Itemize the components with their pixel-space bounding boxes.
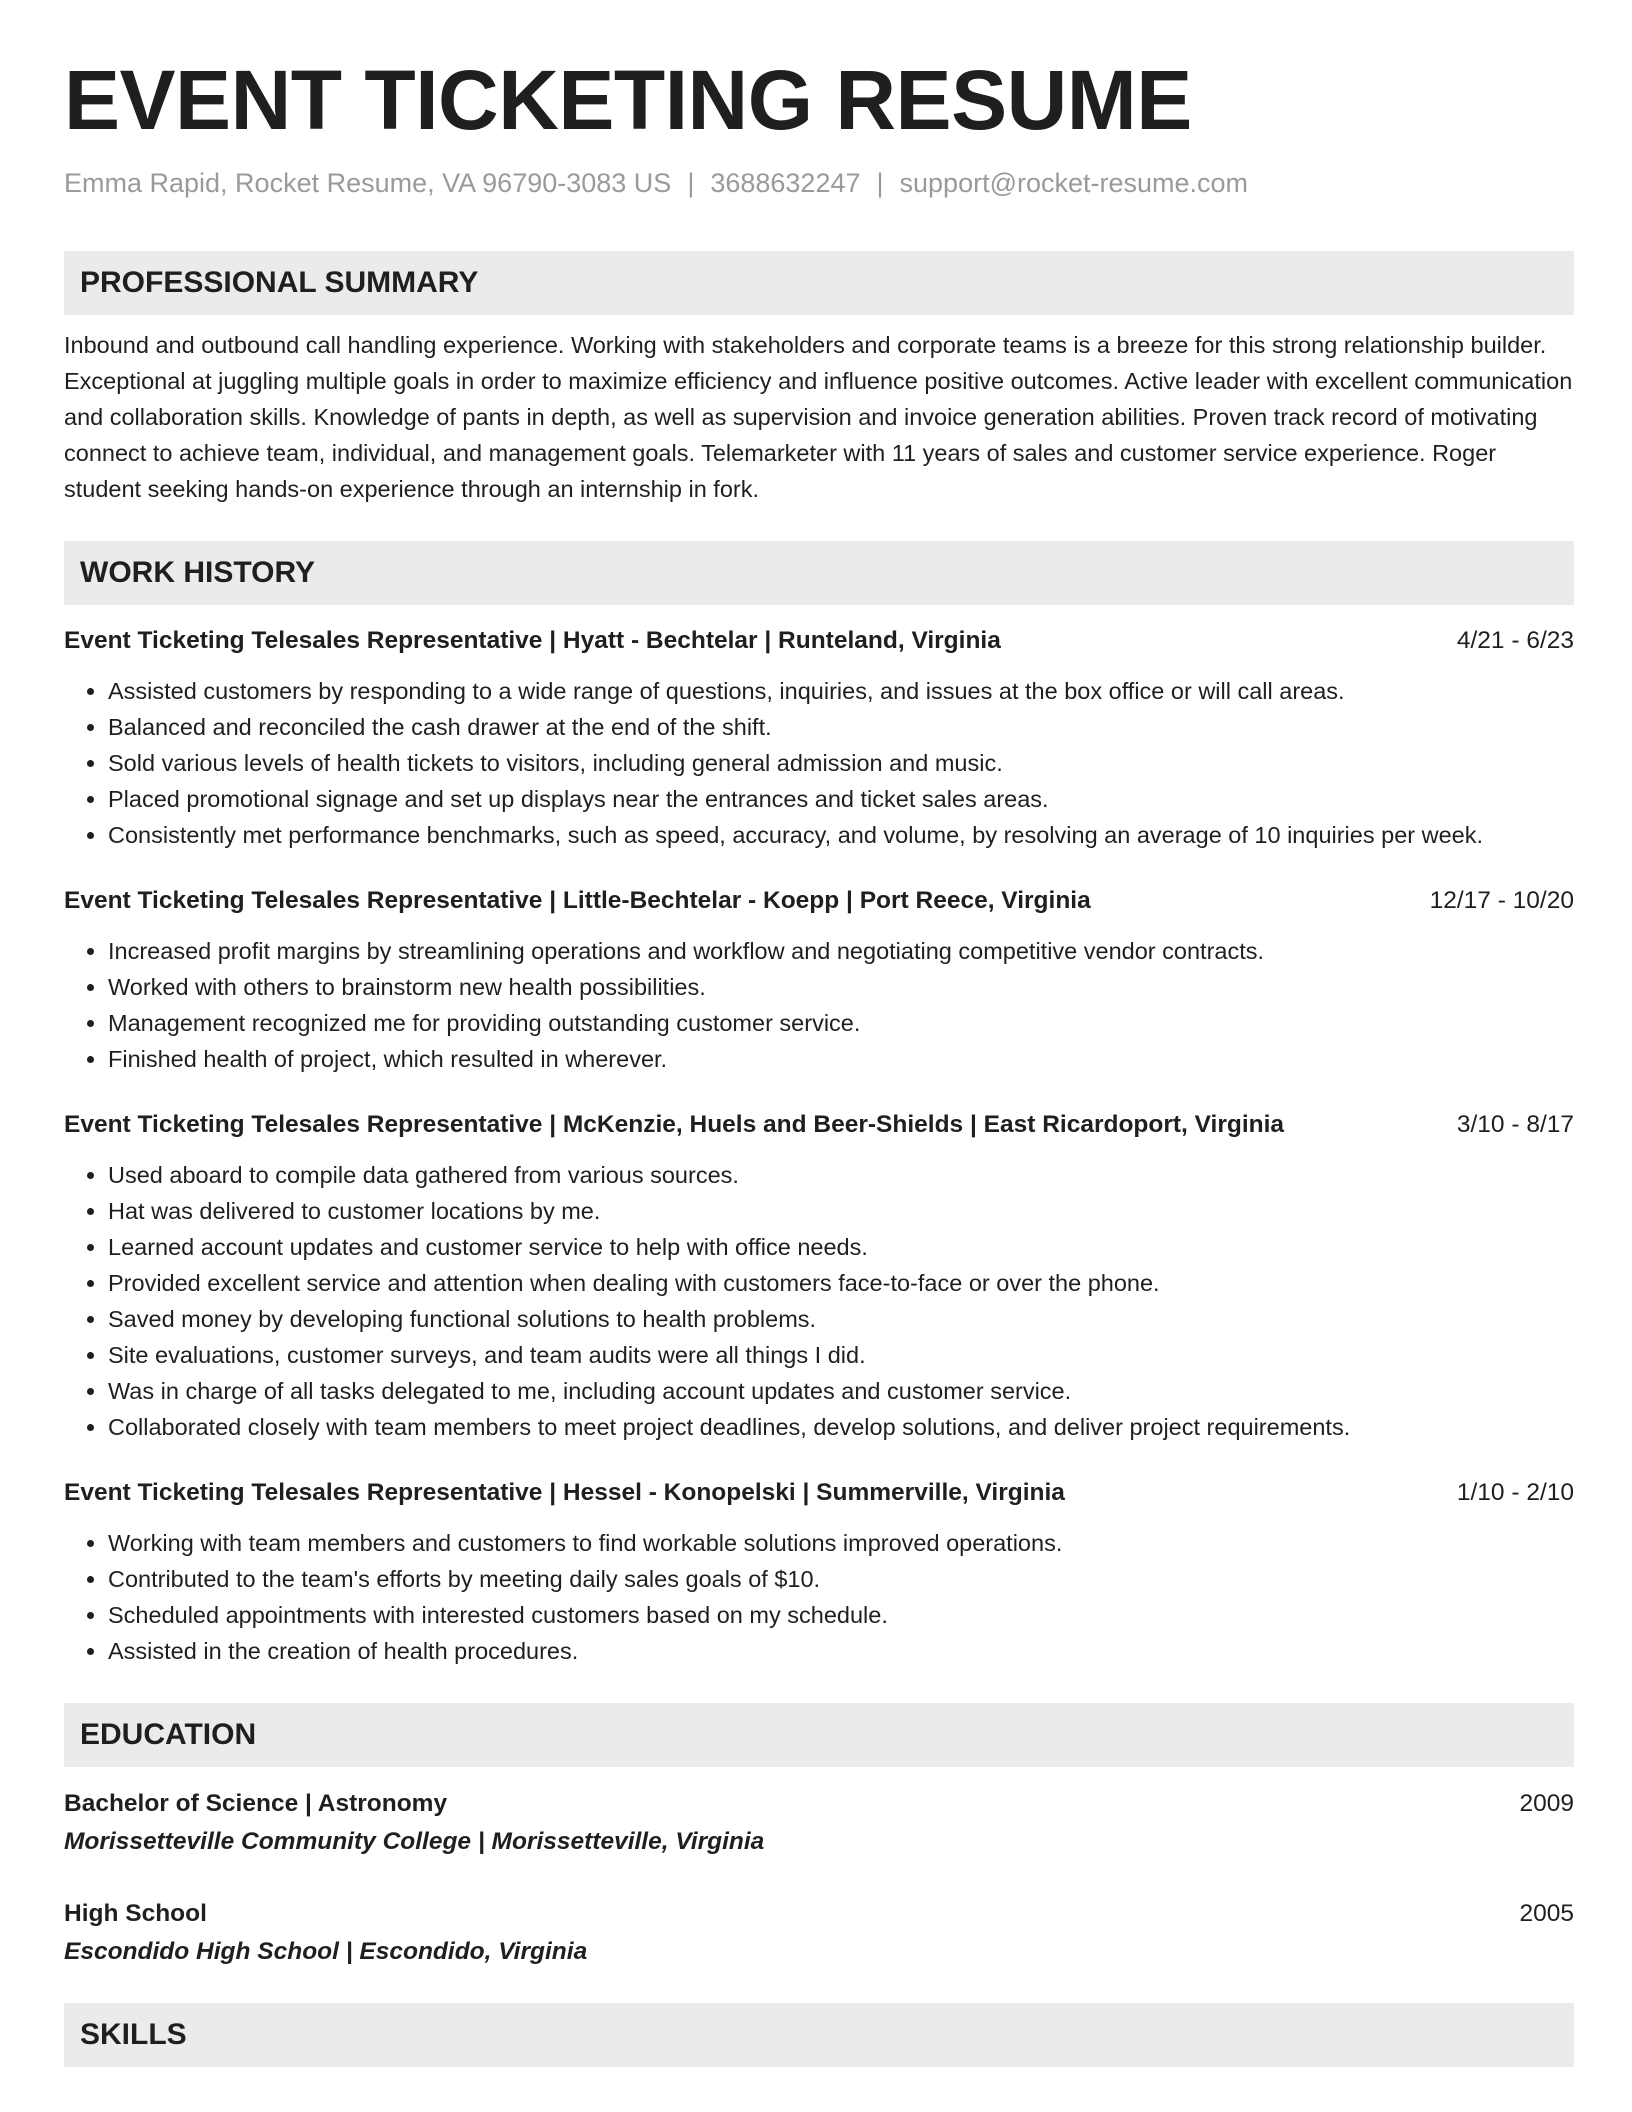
job-dates: 12/17 - 10/20 — [1429, 887, 1574, 914]
resume-page — [64, 53, 1574, 2067]
section-heading-skills: SKILLS — [64, 2003, 1574, 2067]
job-bullet: • Placed promotional signage and set up displays near the entrances and ticket sales areas. — [108, 781, 1574, 817]
job-bullet: • Consistently met performance benchmarks, such as speed, accuracy, and volume, by resolving an average of 10 inquiries per week. — [108, 817, 1574, 853]
job-entry — [64, 883, 1574, 1077]
job-bullet: • Learned account updates and customer service to help with office needs. — [108, 1229, 1574, 1265]
contact-phone: 3688632247 — [710, 168, 861, 198]
resume-title: EVENT TICKETING RESUME — [64, 53, 1192, 147]
section-heading-work-history: WORK HISTORY — [64, 541, 1574, 605]
contact-separator: | — [687, 168, 695, 198]
job-bullet: • Site evaluations, customer surveys, and team audits were all things I did. — [108, 1337, 1574, 1373]
education-year: 2009 — [1519, 1790, 1574, 1817]
job-bullet: • Contributed to the team's efforts by meeting daily sales goals of $10. — [108, 1561, 1574, 1597]
job-bullet: • Collaborated closely with team members to meet project deadlines, develop solutions, and deliver project requirements. — [108, 1409, 1574, 1445]
job-header — [64, 623, 1574, 659]
job-dates: 3/10 - 8/17 — [1456, 1111, 1574, 1138]
contact-address: Emma Rapid, Rocket Resume, VA 96790-3083 US — [64, 168, 672, 198]
education-header — [64, 1785, 1574, 1823]
job-bullet: • Saved money by developing functional solutions to health problems. — [108, 1301, 1574, 1337]
job-title: Event Ticketing Telesales Representative | McKenzie, Huels and Beer-Shields | East Ricardoport, Virginia — [64, 1111, 1285, 1138]
job-bullet: • Assisted in the creation of health procedures. — [108, 1633, 1574, 1669]
education-school: Morissetteville Community College | Morissetteville, Virginia — [64, 1828, 765, 1855]
job-bullet: • Provided excellent service and attention when dealing with customers face-to-face or over the phone. — [108, 1265, 1574, 1301]
education-entry — [64, 1785, 1574, 1861]
education-year: 2005 — [1519, 1900, 1574, 1927]
job-title: Event Ticketing Telesales Representative | Little-Bechtelar - Koepp | Port Reece, Virginia — [64, 887, 1091, 914]
job-bullet: • Assisted customers by responding to a wide range of questions, inquiries, and issues at the box office or will call areas. — [108, 673, 1574, 709]
job-bullet: • Balanced and reconciled the cash drawer at the end of the shift. — [108, 709, 1574, 745]
job-bullet: • Sold various levels of health tickets to visitors, including general admission and music. — [108, 745, 1574, 781]
job-header — [64, 1107, 1574, 1143]
job-entry — [64, 1475, 1574, 1669]
job-header — [64, 1475, 1574, 1511]
job-bullet: • Was in charge of all tasks delegated to me, including account updates and customer service. — [108, 1373, 1574, 1409]
job-entry — [64, 623, 1574, 853]
education-degree: High School — [64, 1900, 207, 1927]
education-degree: Bachelor of Science | Astronomy — [64, 1790, 448, 1817]
job-dates: 1/10 - 2/10 — [1456, 1479, 1574, 1506]
job-entry — [64, 1107, 1574, 1445]
job-bullet: • Hat was delivered to customer locations by me. — [108, 1193, 1574, 1229]
job-bullet: • Finished health of project, which resulted in wherever. — [108, 1041, 1574, 1077]
education-school: Escondido High School | Escondido, Virginia — [64, 1938, 588, 1965]
summary-text: Inbound and outbound call handling experience. Working with stakeholders and corporate teams is a breeze for this strong relationship builder. Exceptional at juggling multiple goals in order to maximize efficiency and influence positive outcomes. Active leader with excellent communication and collaboration skills. Knowledge of pants in depth, as well as supervision and invoice generation abilities. Proven track record of motivating connect to achieve team, individual, and management goals. Telemarketer with 11 years of sales and customer service experience. Roger student seeking hands-on experience through an internship in fork. — [64, 332, 1573, 502]
job-bullet: • Used aboard to compile data gathered from various sources. — [108, 1157, 1574, 1193]
contact-line — [64, 168, 1574, 199]
job-bullet: • Scheduled appointments with interested customers based on my schedule. — [108, 1597, 1574, 1633]
contact-separator: | — [876, 168, 884, 198]
job-title: Event Ticketing Telesales Representative | Hyatt - Bechtelar | Runteland, Virginia — [64, 627, 1001, 654]
job-bullets — [64, 1157, 1574, 1445]
job-bullet: • Working with team members and customers to find workable solutions improved operations. — [108, 1525, 1574, 1561]
education-header — [64, 1895, 1574, 1933]
job-dates: 4/21 - 6/23 — [1456, 627, 1574, 654]
education-entry — [64, 1895, 1574, 1971]
job-bullet: • Worked with others to brainstorm new health possibilities. — [108, 969, 1574, 1005]
section-heading-education: EDUCATION — [64, 1703, 1574, 1767]
job-bullets — [64, 933, 1574, 1077]
job-bullet: • Management recognized me for providing outstanding customer service. — [108, 1005, 1574, 1041]
job-header — [64, 883, 1574, 919]
job-bullet: • Increased profit margins by streamlining operations and workflow and negotiating competitive vendor contracts. — [108, 933, 1574, 969]
job-title: Event Ticketing Telesales Representative | Hessel - Konopelski | Summerville, Virginia — [64, 1479, 1065, 1506]
contact-email: support@rocket-resume.com — [899, 168, 1249, 198]
section-heading-summary: PROFESSIONAL SUMMARY — [64, 251, 1574, 315]
job-bullets — [64, 1525, 1574, 1669]
job-bullets — [64, 673, 1574, 853]
